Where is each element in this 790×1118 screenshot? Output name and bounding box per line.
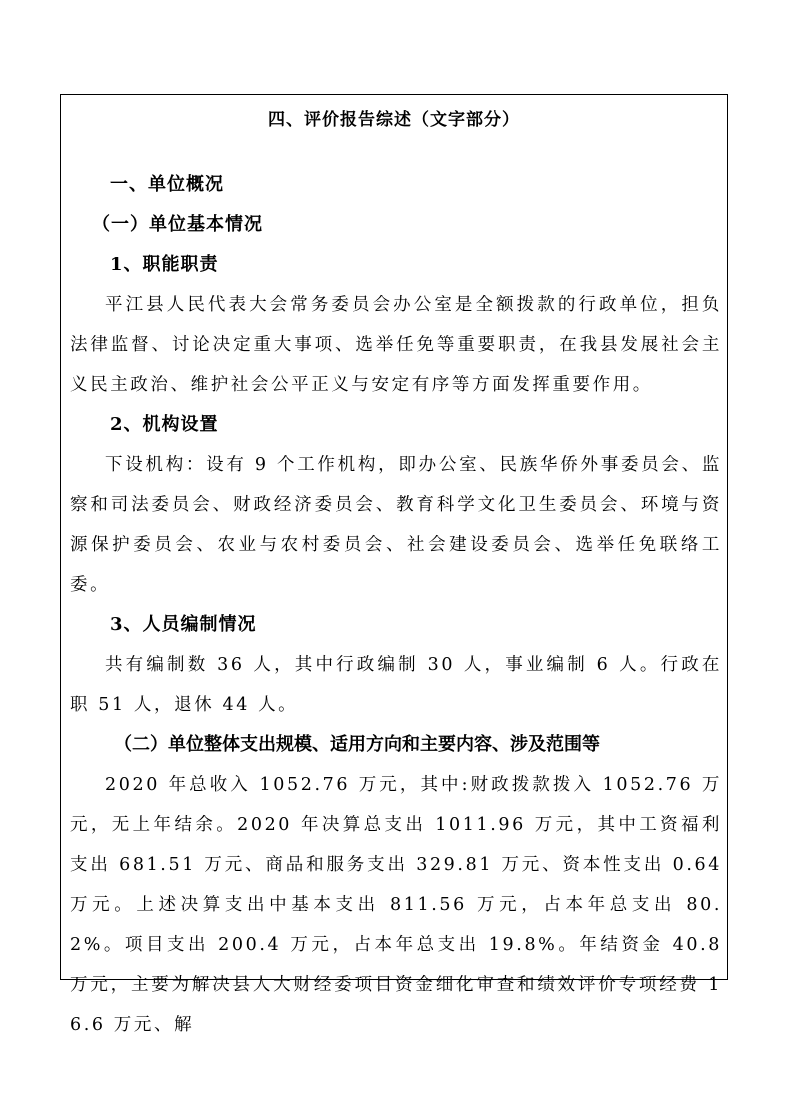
paragraph-staffing: 共有编制数 36 人，其中行政编制 30 人，事业编制 6 人。行政在职 51 人，退休 44 人。 bbox=[70, 655, 722, 715]
paragraph-expenditure: 2020 年总收入 1052.76 万元，其中:财政拨款拨入 1052.76 万元，无上年结余。2020 年决算总支出 1011.96 万元，其中工资福利支出 681.51 万元、商品和服务支出 329.81 万元、资本性支出 0.64 万元。上述决算支出中基本支出 811.56 万元，占本年总支出 80.2%。项目支出 200.4 万元，占本年总支出 19.8%。年结资金 40.8 万元，主要为解决县人大财经委项目资金细化审查和绩效评价专项经费 16.6 万元、解 bbox=[70, 775, 722, 1035]
report-body bbox=[70, 165, 722, 1045]
heading-staffing: 3、人员编制情况 bbox=[110, 614, 257, 635]
heading-expenditure: （二）单位整体支出规模、适用方向和主要内容、涉及范围等 bbox=[114, 734, 600, 755]
heading-unit-overview: 一、单位概况 bbox=[110, 174, 224, 195]
report-frame bbox=[60, 94, 728, 1035]
heading-basic-info: （一）单位基本情况 bbox=[92, 214, 263, 235]
section-title: 四、评价报告综述（文字部分） bbox=[268, 110, 520, 130]
heading-functions: 1、职能职责 bbox=[110, 254, 219, 275]
paragraph-structure: 下设机构：设有 9 个工作机构，即办公室、民族华侨外事委员会、监察和司法委员会、财政经济委员会、教育科学文化卫生委员会、环境与资源保护委员会、农业与农村委员会、社会建设委员会、选举任免联络工委。 bbox=[70, 455, 722, 595]
heading-structure: 2、机构设置 bbox=[110, 414, 219, 435]
paragraph-functions: 平江县人民代表大会常务委员会办公室是全额拨款的行政单位，担负法律监督、讨论决定重大事项、选举任免等重要职责，在我县发展社会主义民主政治、维护社会公平正义与安定有序等方面发挥重要作用。 bbox=[70, 295, 722, 395]
